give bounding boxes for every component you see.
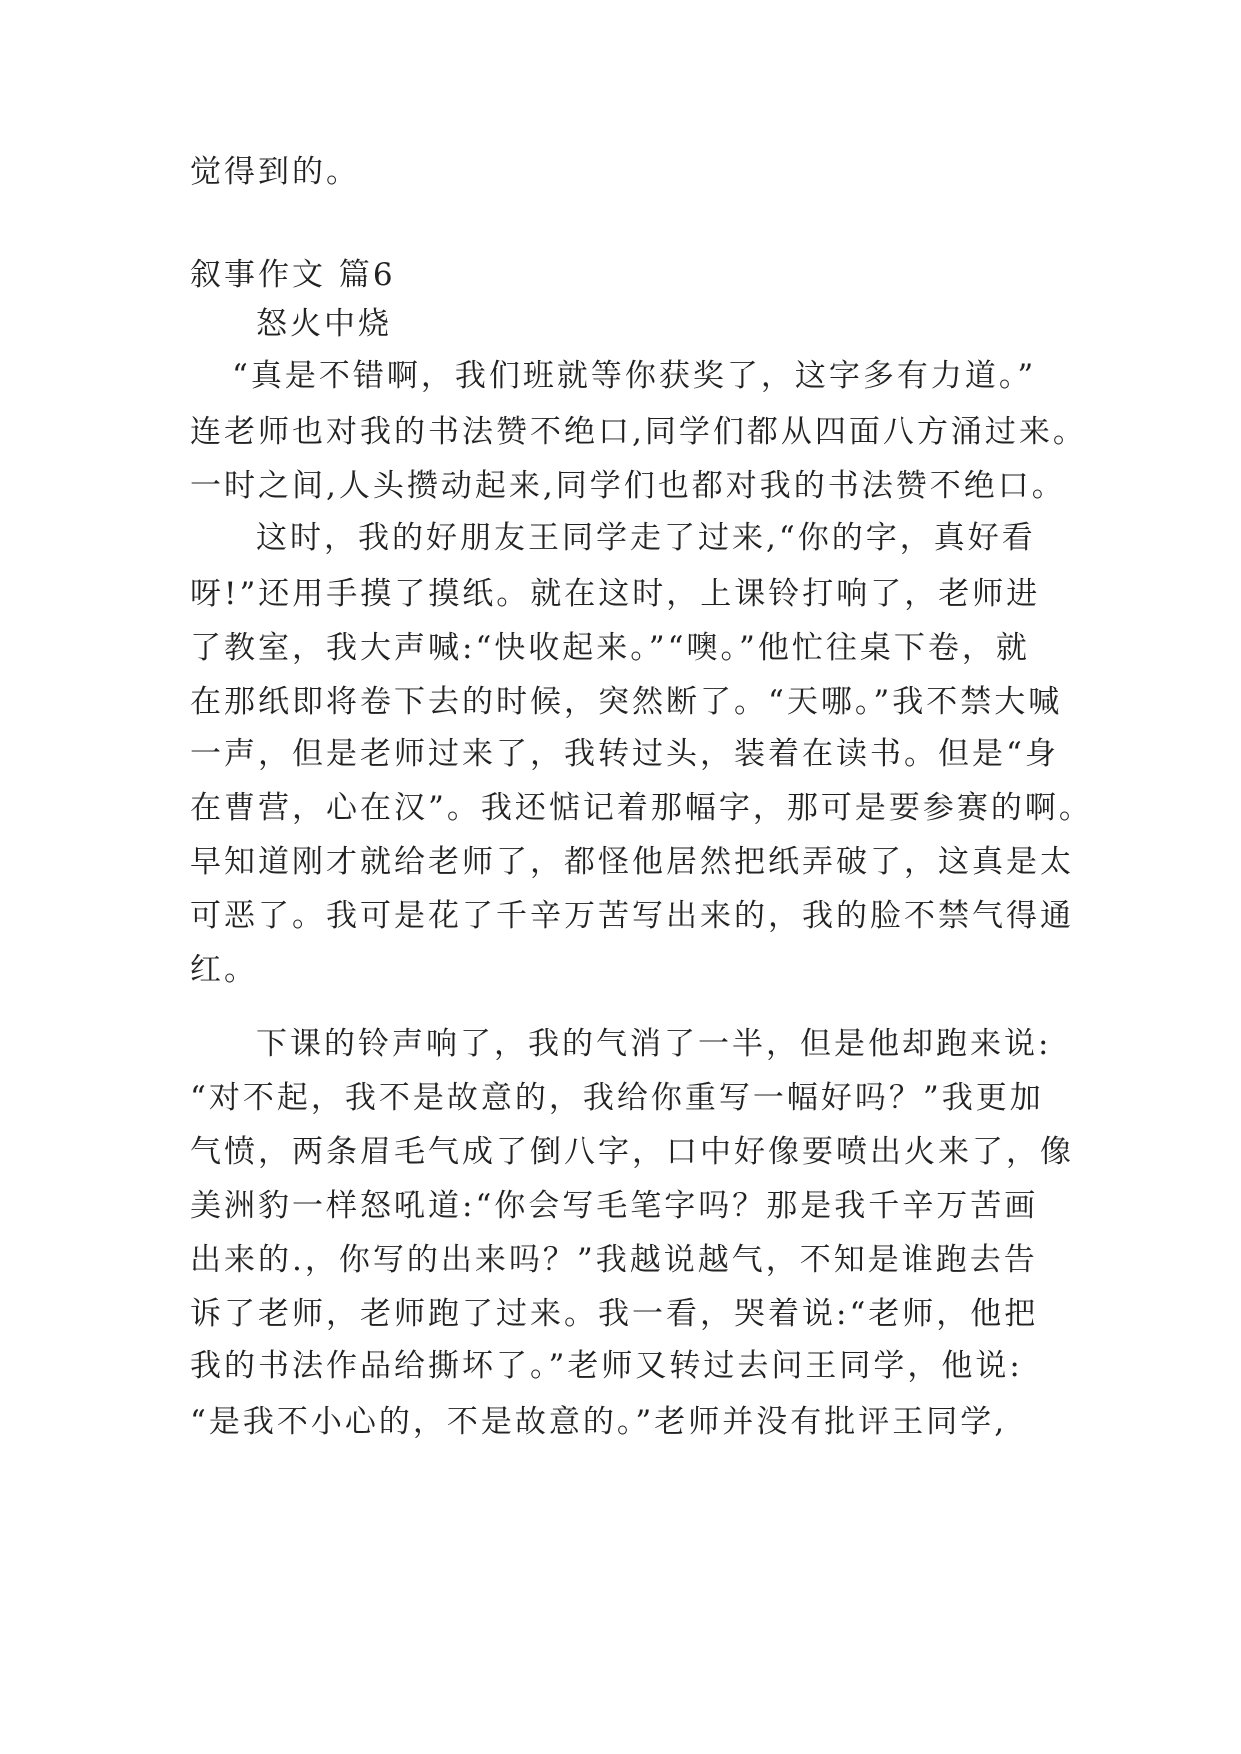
paragraph-2-line-5: 一声，但是老师过来了，我转过头，装着在读书。但是“身 [190,736,1059,772]
essay-title: 怒火中烧 [256,306,392,342]
paragraph-2-line-4: 在那纸即将卷下去的时候，突然断了。“天哪。”我不禁大喊 [190,684,1063,720]
section-heading: 叙事作文 篇6 [190,257,396,293]
paragraph-2-line-8: 可恶了。我可是花了千辛万苦写出来的，我的脸不禁气得通 [190,898,1074,934]
paragraph-3-line-7: 我的书法作品给撕坏了。”老师又转过去问王同学，他说: [190,1348,1023,1384]
paragraph-3-line-5: 出来的.，你写的出来吗？”我越说越气，不知是谁跑去告 [190,1242,1038,1278]
paragraph-2-line-1: 这时，我的好朋友王同学走了过来,“你的字，真好看 [256,520,1036,556]
paragraph-2-line-3: 了教室，我大声喊:“快收起来。”“噢。”他忙往桌下卷，就 [190,630,1030,666]
paragraph-2-line-6: 在曹营，心在汉”。我还惦记着那幅字，那可是要参赛的啊。 [190,790,1093,826]
paragraph-3-line-3: 气愤，两条眉毛气成了倒八字，口中好像要喷出火来了，像 [190,1134,1074,1170]
paragraph-3-line-1: 下课的铃声响了，我的气消了一半，但是他却跑来说: [256,1026,1052,1062]
paragraph-3-line-4: 美洲豹一样怒吼道:“你会写毛笔字吗？那是我千辛万苦画 [190,1188,1039,1224]
paragraph-1-line-3: 一时之间,人头攒动起来,同学们也都对我的书法赞不绝口。 [190,468,1066,504]
paragraph-3-line-6: 诉了老师，老师跑了过来。我一看，哭着说:“老师，他把 [190,1296,1039,1332]
paragraph-3-line-8: “是我不小心的，不是故意的。”老师并没有批评王同学, [190,1404,1008,1440]
paragraph-2-line-7: 早知道刚才就给老师了，都怪他居然把纸弄破了，这真是太 [190,844,1074,880]
paragraph-1-line-2: 连老师也对我的书法赞不绝口,同学们都从四面八方涌过来。 [190,414,1087,450]
paragraph-1-line-1: “真是不错啊，我们班就等你获奖了，这字多有力道。” [232,358,1037,394]
paragraph-3-line-2: “对不起，我不是故意的，我给你重写一幅好吗？”我更加 [190,1080,1044,1116]
continuation-text: 觉得到的。 [190,154,360,190]
paragraph-2-line-2: 呀!”还用手摸了摸纸。就在这时，上课铃打响了，老师进 [190,576,1041,612]
paragraph-2-line-9: 红。 [190,952,258,988]
